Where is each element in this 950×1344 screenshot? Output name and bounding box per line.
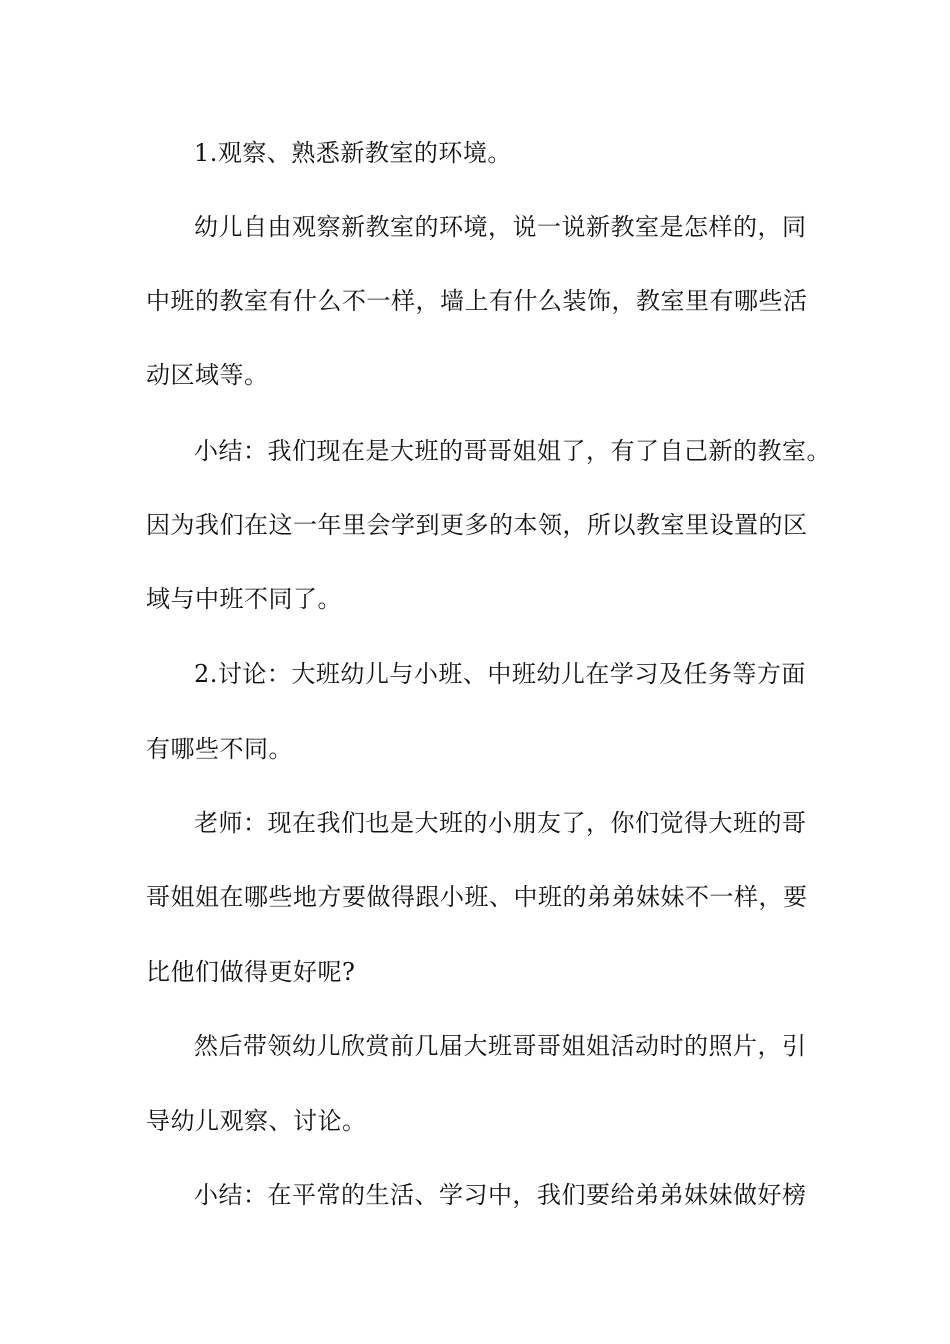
text-line: 中班的教室有什么不一样，墙上有什么装饰，教室里有哪些活 — [146, 287, 808, 315]
text-line: 1.观察、熟悉新教室的环境。 — [194, 139, 512, 167]
text-line: 小结：我们现在是大班的哥哥姐姐了，有了自己新的教室。 — [194, 437, 831, 465]
text-line: 域与中班不同了。 — [146, 585, 342, 613]
text-line: 然后带领幼儿欣赏前几届大班哥哥姐姐活动时的照片，引 — [194, 1032, 807, 1060]
text-line: 小结：在平常的生活、学习中，我们要给弟弟妹妹做好榜 — [194, 1181, 807, 1209]
text-line: 哥姐姐在哪些地方要做得跟小班、中班的弟弟妹妹不一样，要 — [146, 883, 808, 911]
text-line: 比他们做得更好呢? — [146, 958, 356, 986]
text-line: 动区域等。 — [146, 361, 269, 389]
text-line: 幼儿自由观察新教室的环境，说一说新教室是怎样的，同 — [194, 213, 807, 241]
text-line: 导幼儿观察、讨论。 — [146, 1107, 367, 1135]
text-line: 有哪些不同。 — [146, 735, 293, 763]
text-line: 老师：现在我们也是大班的小朋友了，你们觉得大班的哥 — [194, 809, 807, 837]
text-line: 因为我们在这一年里会学到更多的本领，所以教室里设置的区 — [146, 511, 808, 539]
text-line: 2.讨论：大班幼儿与小班、中班幼儿在学习及任务等方面 — [194, 660, 806, 688]
